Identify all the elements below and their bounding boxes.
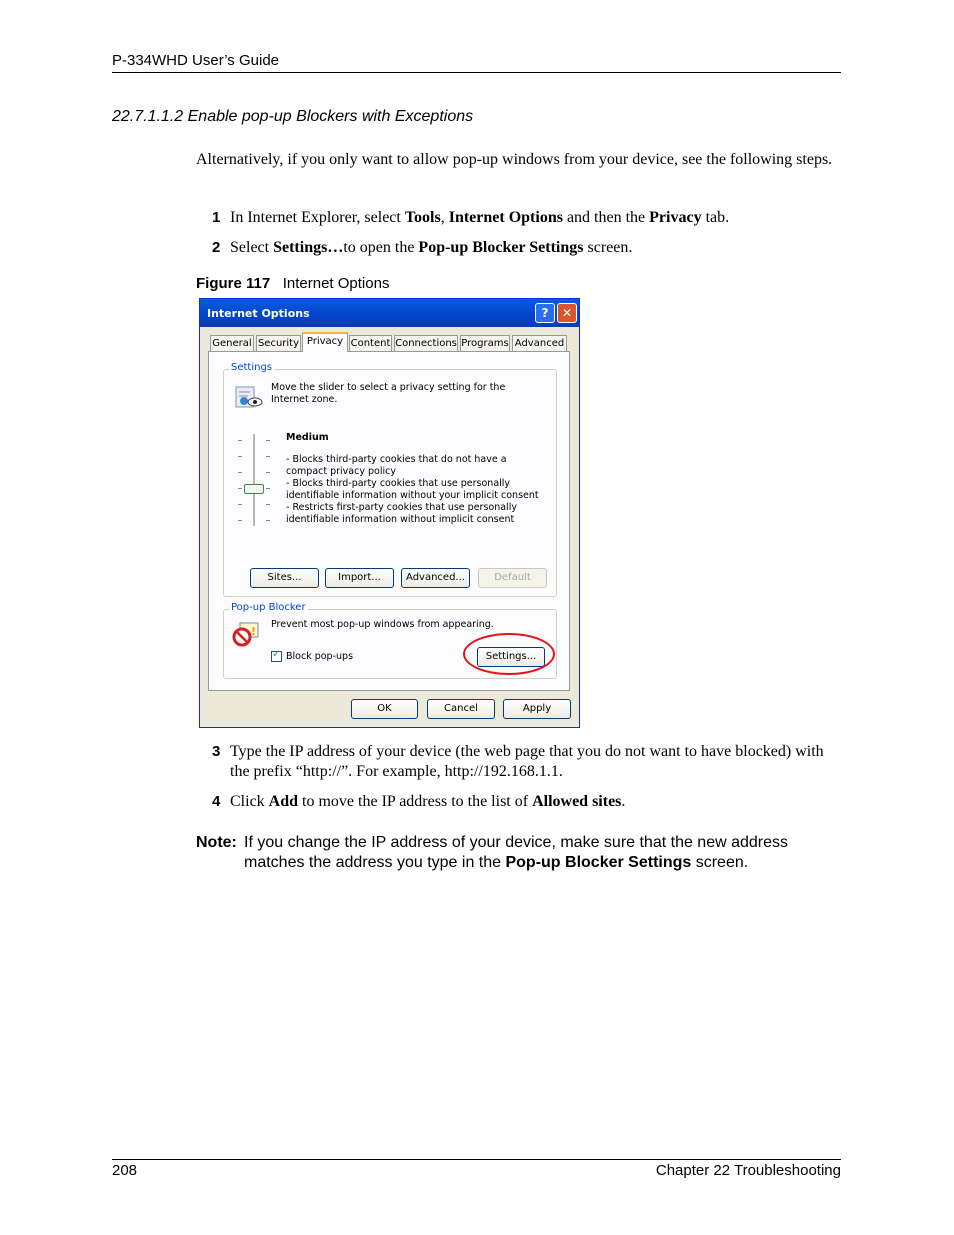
privacy-bullet-1: - Blocks third-party cookies that do not have a compact privacy policy [286,454,507,477]
page-number: 208 [112,1162,138,1179]
ok-button[interactable]: OK [351,699,418,719]
cancel-button[interactable]: Cancel [427,699,495,719]
settings-group [223,362,557,597]
tab-privacy[interactable]: Privacy [302,332,348,352]
import-button[interactable]: Import... [325,568,394,588]
privacy-globe-icon [234,385,264,409]
privacy-description: Move the slider to select a privacy setting for the Internet zone. [271,382,506,405]
apply-button[interactable]: Apply [503,699,571,719]
dialog-title: Internet Options [207,307,310,320]
privacy-bullet-3: - Restricts first-party cookies that use personally identifiable information without implicit consent [286,502,517,525]
tab-connections[interactable]: Connections [394,335,458,351]
header-rule [112,72,841,73]
tab-programs[interactable]: Programs [460,335,510,351]
default-button: Default [478,568,547,588]
section-title: 22.7.1.1.2 Enable pop-up Blockers with Exceptions [112,108,474,125]
popup-description: Prevent most pop-up windows from appearing. [271,619,494,630]
slider-thumb[interactable] [244,484,264,494]
settings-group-label: Settings [231,362,273,373]
step-number: 2 [212,239,221,256]
intro-paragraph: Alternatively, if you only want to allow pop-up windows from your device, see the following steps. [196,151,833,168]
help-button[interactable]: ? [535,303,555,323]
internet-options-dialog [199,298,580,728]
page-header: P-334WHD User’s Guide [112,52,279,69]
note-label: Note: [196,834,237,851]
tab-security[interactable]: Security [256,335,301,351]
tab-general[interactable]: General [210,335,254,351]
privacy-slider[interactable] [234,434,274,530]
step-number: 1 [212,209,221,226]
popup-blocker-icon [232,621,262,647]
privacy-bullet-2: - Blocks third-party cookies that use personally identifiable information without your implicit consent [286,478,539,501]
advanced-button[interactable]: Advanced... [401,568,470,588]
popup-blocker-group-label: Pop-up Blocker [231,602,306,613]
close-button[interactable]: ✕ [557,303,577,323]
footer-rule [112,1159,841,1160]
block-popups-checkbox[interactable] [271,651,282,662]
step-number: 3 [212,743,221,760]
svg-text:!: ! [251,625,257,638]
figure-caption: Figure 117 Internet Options [196,275,390,292]
step-number: 4 [212,793,221,810]
step-text: Type the IP address of your device (the web page that you do not want to have blocked) with the prefix “http://”. For example, http://192.168.1.1. [230,743,824,780]
step-text: In Internet Explorer, select Tools, Internet Options and then the Privacy tab. [230,209,730,226]
highlight-ellipse [463,633,555,675]
block-popups-label: Block pop-ups [286,651,354,662]
tab-advanced[interactable]: Advanced [512,335,567,351]
step-text: Click Add to move the IP address to the list of Allowed sites. [230,793,626,810]
tab-content[interactable]: Content [349,335,392,351]
privacy-level: Medium [286,432,329,443]
chapter-title: Chapter 22 Troubleshooting [655,1162,841,1179]
step-text: Select Settings…to open the Pop-up Blocker Settings screen. [230,239,633,256]
dialog-titlebar[interactable] [200,299,579,327]
sites-button[interactable]: Sites... [250,568,319,588]
note-text: If you change the IP address of your device, make sure that the new address matches the address you type in the Pop-up Blocker Settings screen. [244,834,789,871]
popup-settings-button[interactable]: Settings... [477,647,545,667]
